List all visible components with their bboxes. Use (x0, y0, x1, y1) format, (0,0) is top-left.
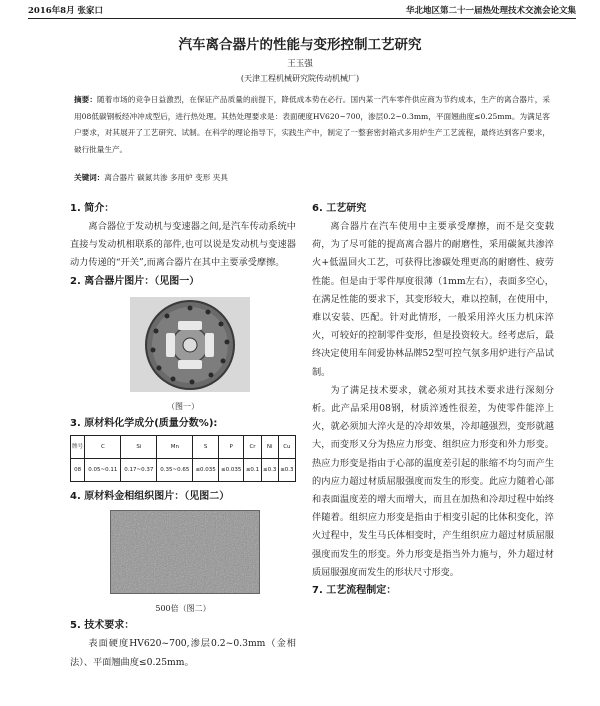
header-proceedings-title: 华北地区第二十一届热处理技术交流会论文集 (405, 6, 576, 16)
left-column (70, 200, 296, 672)
table-cell: ≤0.1 (244, 459, 261, 482)
keywords-text: 离合器片 碳氮共渗 多用炉 变形 夹具 (104, 173, 228, 182)
table-cell: 0.05~0.11 (85, 459, 121, 482)
table-header-cell: C (85, 435, 121, 458)
section-6-heading: 6. 工艺研究 (312, 203, 367, 214)
section-2-heading: 2. 离合器片图片：（见图一） (70, 275, 200, 287)
section-1-text: 离合器位于发动机与变速器之间,是汽车传动系统中直接与发动机相联系的部件,也可以说是发动机与变速器动力传递的“开关”,而离合器片在其中主要承受摩擦。 (70, 221, 296, 269)
right-column (312, 200, 554, 600)
table-cell: ≤0.3 (278, 459, 295, 482)
affiliation: (天津工程机械研究院传动机械厂) (240, 74, 360, 83)
abstract-label: 摘要： (74, 95, 98, 104)
table-header-cell: 牌号 (71, 435, 85, 458)
keywords (74, 172, 550, 183)
table-header-row (71, 435, 296, 458)
table-cell: 0.35~0.65 (157, 459, 193, 482)
header-date-location: 2016年8月 张家口 (28, 6, 104, 16)
abstract-text: 随着市场的竞争日益激烈，在保证产品质量的前提下，降低成本势在必行。国内某一汽车零件供应商为节约成本，生产的离合器片，采用08低碳钢板经冲冲成型后，进行热处理。其热处理要求是：表面硬度HV620~700，渗层0.2~0.3mm，平面翘曲度≤0.25mm。为满足客户要求，对其展开了工艺研究、试制。在科学的理论指导下，实践生产中，制定了一整套密封箱式多用炉生产工艺流程，最终达到客户要求，破行批量生产。 (74, 95, 551, 154)
section-4-heading: 4. 原材料金相组织图片：（见图二） (70, 491, 230, 503)
table-header-cell: Si (121, 435, 157, 458)
table-cell: 0.17~0.37 (121, 459, 157, 482)
figure-2-caption: 500倍（图二） (155, 604, 211, 614)
table-header-cell: S (193, 435, 219, 458)
paper-title: 汽车离合器片的性能与变形控制工艺研究 (178, 37, 422, 53)
section-6-paragraph-2: 为了满足技术要求，就必须对其技术要求进行深刻分析。此产品采用08钢，材质淬透性很差，为使零件能淬上火，就必须加大淬火是的冷却效果，冷却越强烈，变形就越大，而变形又分为热应力形变、组织应力形变和外力形变。热应力形变是指由于心部的温度差引起的胀缩不均匀而产生的内应力超过材质屈服强度而发生的形变。此应力随着心部和表面温度差的增大而增大，而且在加热和冷却过程中始终伴随着。组织应力形变是指由于相变引起的比体积变化，淬火过程中，发生马氏体相变时，产生组织应力超过材质屈服强度而发生的形变。外力形变是指当外力施与，外力超过材质屈服强度而发生的形状尺寸形变。 (312, 384, 554, 578)
table-cell: ≤0.3 (261, 459, 278, 482)
table-header-cell: Cu (278, 435, 295, 458)
table-header-cell: Ni (261, 435, 278, 458)
table-cell: 08 (71, 459, 85, 482)
section-3-heading: 3. 原材料化学成分(质量分数%): (70, 417, 218, 429)
section-5-text: 表面硬度HV620~700,渗层0.2~0.3mm（金相法）、平面翘曲度≤0.25mm。 (70, 638, 296, 668)
author: 王玉强 (287, 59, 313, 69)
table-cell: ≤0.035 (218, 459, 244, 482)
table-cell: ≤0.035 (193, 459, 219, 482)
abstract (74, 92, 550, 158)
figure-1-caption: （图一） (167, 401, 199, 411)
header-rule (28, 18, 576, 19)
table-header-cell: Cr (244, 435, 261, 458)
table-row (71, 459, 296, 482)
running-header (28, 4, 576, 18)
table-header-cell: P (218, 435, 244, 458)
keywords-label: 关键词： (74, 173, 105, 182)
section-1-heading: 1. 简介： (70, 203, 115, 214)
microstructure-photo (110, 510, 260, 594)
table-header-cell: Mn (157, 435, 193, 458)
section-5-heading: 5. 技术要求： (70, 620, 135, 632)
clutch-plate-photo (130, 297, 250, 392)
composition-table (70, 435, 296, 482)
section-6-paragraph-1: 离合器片在汽车使用中主要承受摩擦，而不是交变载荷，为了尽可能的提高离合器片的耐磨性，采用碳氮共渗淬火+低温回火工艺，可获得比渗碳处理更高的耐磨性、疲劳性能。但是由于零件厚度很薄（1mm左右），表面多空心，在满足性能的要求下，其变形较大，难以控制，在使用中，难以安装、匹配。针对此情形，一般采用淬火压力机床淬火，可较好的控制零件变形，但是投资较大。经考虑后，最终决定使用车间爱协林品牌52型可控气氛多用炉进行产品试制。 (312, 221, 554, 378)
section-7-heading: 7. 工艺流程制定： (312, 585, 397, 597)
